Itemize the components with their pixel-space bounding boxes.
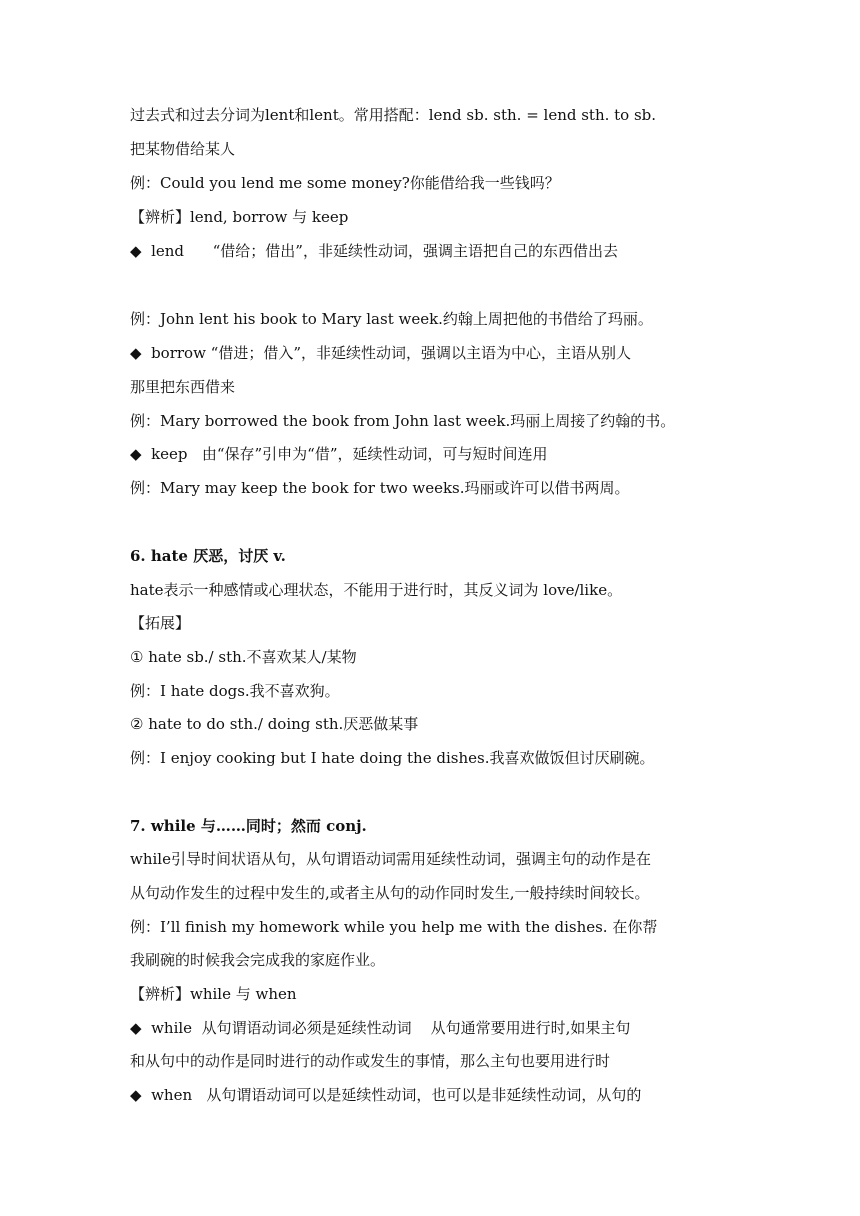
text-line: 和从句中的动作是同时进行的动作或发生的事情，那么主句也要用进行时 <box>130 1052 611 1070</box>
text-line: 过去式和过去分词为lent和lent。常用搭配：lend sb. sth. = lend sth. to sb. <box>130 106 657 124</box>
text-line: 把某物借给某人 <box>130 140 236 158</box>
bullet-item-lend: ◆ lend “借给；借出”，非延续性动词，强调主语把自己的东西借出去 <box>130 242 618 260</box>
example-line: 例：I hate dogs.我不喜欢狗。 <box>130 682 340 700</box>
list-item: ① hate sb./ sth.不喜欢某人/某物 <box>130 648 357 666</box>
example-line: 例：John lent his book to Mary last week.约翰上周把他的书借给了玛丽。 <box>130 310 653 328</box>
example-line: 例：Mary may keep the book for two weeks.玛丽或许可以借书两周。 <box>130 479 630 497</box>
section-heading-while: 7. while 与……同时；然而 conj. <box>130 817 367 835</box>
example-line: 例：I enjoy cooking but I hate doing the dishes.我喜欢做饭但讨厌刷碗。 <box>130 749 655 767</box>
text-line: hate表示一种感情或心理状态，不能用于进行时，其反义词为 love/like。 <box>130 581 623 599</box>
text-line: 那里把东西借来 <box>130 378 236 396</box>
extension-heading: 【拓展】 <box>130 614 191 632</box>
section-heading-hate: 6. hate 厌恶，讨厌 v. <box>130 547 286 565</box>
text-line: while引导时间状语从句，从句谓语动词需用延续性动词，强调主句的动作是在 <box>130 850 651 868</box>
text-line: 我刷碗的时候我会完成我的家庭作业。 <box>130 951 386 969</box>
bullet-item-keep: ◆ keep 由“保存”引申为“借”，延续性动词，可与短时间连用 <box>130 445 548 463</box>
comparison-heading: 【辨析】lend, borrow 与 keep <box>130 208 349 226</box>
bullet-item-while: ◆ while 从句谓语动词必须是延续性动词 从句通常要用进行时,如果主句 <box>130 1019 631 1037</box>
example-line: 例：I’ll finish my homework while you help me with the dishes. 在你帮 <box>130 918 658 936</box>
example-line: 例：Could you lend me some money?你能借给我一些钱吗？ <box>130 174 560 192</box>
bullet-item-when: ◆ when 从句谓语动词可以是延续性动词，也可以是非延续性动词，从句的 <box>130 1086 642 1104</box>
example-line: 例：Mary borrowed the book from John last week.玛丽上周接了约翰的书。 <box>130 412 676 430</box>
bullet-item-borrow: ◆ borrow “借进；借入”，非延续性动词，强调以主语为中心，主语从别人 <box>130 344 632 362</box>
comparison-heading: 【辨析】while 与 when <box>130 985 297 1003</box>
text-line: 从句动作发生的过程中发生的,或者主从句的动作同时发生,一般持续时间较长。 <box>130 884 650 902</box>
list-item: ② hate to do sth./ doing sth.厌恶做某事 <box>130 715 419 733</box>
